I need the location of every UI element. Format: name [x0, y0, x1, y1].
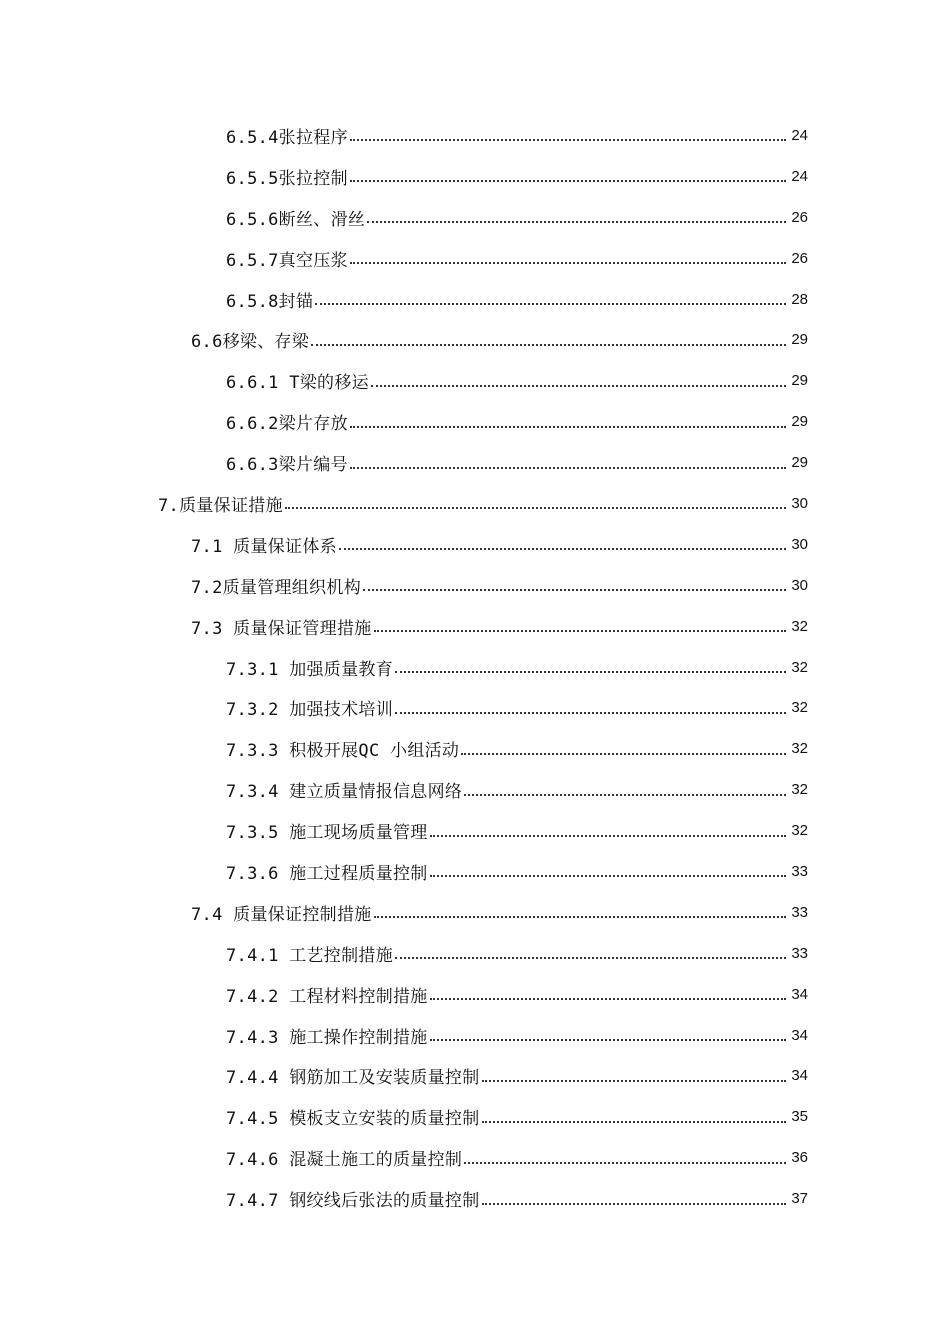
- dot-leader: [395, 957, 786, 959]
- toc-entry[interactable]: [0, 156, 950, 197]
- toc-entry-page-number: 29: [791, 413, 808, 431]
- toc-entry-title: 6.5.4张拉程序: [226, 127, 348, 148]
- toc-entry-page-number: 28: [791, 290, 808, 308]
- toc-entry-page-number: 33: [791, 903, 808, 921]
- toc-entry[interactable]: [0, 360, 950, 401]
- toc-entry[interactable]: [0, 565, 950, 606]
- toc-entry-title: 7.4.2 工程材料控制措施: [226, 986, 428, 1007]
- toc-entry-title: 7.3.5 施工现场质量管理: [226, 823, 428, 844]
- toc-entry-page-number: 35: [791, 1108, 808, 1126]
- dot-leader: [395, 712, 786, 714]
- toc-entry[interactable]: [0, 810, 950, 851]
- dot-leader: [350, 467, 786, 469]
- toc-entry[interactable]: [0, 1055, 950, 1096]
- toc-entry-title: 6.6.1 T梁的移运: [226, 373, 369, 394]
- dot-leader: [350, 139, 786, 141]
- toc-entry-page-number: 24: [791, 126, 808, 144]
- dot-leader: [482, 1121, 786, 1123]
- toc-entry-title: 7.3.6 施工过程质量控制: [226, 863, 428, 884]
- toc-entry[interactable]: [0, 279, 950, 320]
- toc-entry-title: 7.3.1 加强质量教育: [226, 659, 394, 680]
- toc-entry-page-number: 30: [791, 535, 808, 553]
- toc-entry-page-number: 32: [791, 699, 808, 717]
- toc-entry-page-number: 34: [791, 1026, 808, 1044]
- dot-leader: [430, 1039, 786, 1041]
- toc-entry[interactable]: [0, 442, 950, 483]
- toc-entry[interactable]: [0, 115, 950, 156]
- toc-entry[interactable]: [0, 238, 950, 279]
- toc-entry-title: 6.5.7真空压浆: [226, 250, 348, 271]
- toc-entry-page-number: 36: [791, 1149, 808, 1167]
- toc-entry-title: 6.5.5张拉控制: [226, 168, 348, 189]
- table-of-contents: [0, 115, 950, 1219]
- toc-entry-page-number: 33: [791, 862, 808, 880]
- toc-entry-page-number: 29: [791, 372, 808, 390]
- toc-entry-page-number: 34: [791, 1067, 808, 1085]
- dot-leader: [461, 753, 786, 755]
- toc-entry[interactable]: [0, 647, 950, 688]
- dot-leader: [363, 589, 786, 591]
- toc-entry[interactable]: [0, 483, 950, 524]
- toc-entry-page-number: 33: [791, 944, 808, 962]
- toc-entry-title: 7.4.6 混凝土施工的质量控制: [226, 1150, 463, 1171]
- dot-leader: [311, 344, 786, 346]
- toc-entry-title: 7.1 质量保证体系: [191, 536, 337, 557]
- toc-entry-title: 7.4.7 钢绞线后张法的质量控制: [226, 1191, 480, 1212]
- toc-entry[interactable]: [0, 1096, 950, 1137]
- dot-leader: [371, 385, 786, 387]
- toc-entry[interactable]: [0, 1015, 950, 1056]
- toc-entry[interactable]: [0, 401, 950, 442]
- toc-entry-title: 7.3 质量保证管理措施: [191, 618, 372, 639]
- dot-leader: [395, 671, 786, 673]
- toc-entry[interactable]: [0, 606, 950, 647]
- toc-entry-title: 7.3.2 加强技术培训: [226, 700, 394, 721]
- toc-entry-page-number: 26: [791, 208, 808, 226]
- toc-entry-page-number: 34: [791, 985, 808, 1003]
- toc-entry-title: 6.5.6断丝、滑丝: [226, 209, 366, 230]
- dot-leader: [285, 507, 786, 509]
- toc-entry-title: 7.2质量管理组织机构: [191, 577, 362, 598]
- dot-leader: [350, 180, 786, 182]
- toc-entry[interactable]: [0, 1178, 950, 1219]
- toc-entry-title: 7.4.3 施工操作控制措施: [226, 1027, 428, 1048]
- toc-entry-page-number: 32: [791, 658, 808, 676]
- toc-entry-title: 7.4 质量保证控制措施: [191, 904, 372, 925]
- toc-entry-title: 7.4.5 模板支立安装的质量控制: [226, 1109, 480, 1130]
- toc-entry-page-number: 30: [791, 576, 808, 594]
- dot-leader: [464, 794, 786, 796]
- toc-entry-title: 7.3.3 积极开展QC 小组活动: [226, 741, 460, 762]
- toc-entry[interactable]: [0, 974, 950, 1015]
- dot-leader: [315, 303, 786, 305]
- dot-leader: [482, 1203, 786, 1205]
- toc-entry-page-number: 29: [791, 454, 808, 472]
- toc-entry[interactable]: [0, 1137, 950, 1178]
- toc-entry-title: 6.6.3梁片编号: [226, 455, 348, 476]
- dot-leader: [367, 221, 786, 223]
- dot-leader: [350, 262, 786, 264]
- toc-entry-title: 6.6移梁、存梁: [191, 332, 310, 353]
- toc-entry-page-number: 24: [791, 167, 808, 185]
- toc-entry[interactable]: [0, 524, 950, 565]
- toc-entry-page-number: 32: [791, 781, 808, 799]
- dot-leader: [464, 1162, 786, 1164]
- toc-entry-page-number: 32: [791, 617, 808, 635]
- dot-leader: [339, 548, 786, 550]
- toc-entry-page-number: 26: [791, 249, 808, 267]
- toc-entry-page-number: 29: [791, 331, 808, 349]
- toc-entry-title: 7.3.4 建立质量情报信息网络: [226, 782, 463, 803]
- toc-entry[interactable]: [0, 851, 950, 892]
- toc-entry[interactable]: [0, 319, 950, 360]
- toc-entry[interactable]: [0, 197, 950, 238]
- toc-entry-title: 7.质量保证措施: [158, 495, 283, 516]
- toc-entry-title: 6.6.2梁片存放: [226, 414, 348, 435]
- toc-entry[interactable]: [0, 728, 950, 769]
- toc-entry[interactable]: [0, 933, 950, 974]
- dot-leader: [374, 916, 786, 918]
- dot-leader: [430, 998, 786, 1000]
- toc-entry-page-number: 32: [791, 740, 808, 758]
- toc-entry-title: 7.4.1 工艺控制措施: [226, 945, 394, 966]
- toc-entry-title: 6.5.8封锚: [226, 291, 314, 312]
- toc-entry[interactable]: [0, 892, 950, 933]
- toc-entry-title: 7.4.4 钢筋加工及安装质量控制: [226, 1068, 480, 1089]
- toc-entry-page-number: 37: [791, 1190, 808, 1208]
- toc-entry[interactable]: [0, 687, 950, 728]
- toc-entry-page-number: 30: [791, 494, 808, 512]
- dot-leader: [482, 1080, 786, 1082]
- dot-leader: [430, 835, 786, 837]
- toc-entry[interactable]: [0, 769, 950, 810]
- dot-leader: [350, 426, 786, 428]
- toc-entry-page-number: 32: [791, 822, 808, 840]
- dot-leader: [374, 630, 786, 632]
- dot-leader: [430, 875, 786, 877]
